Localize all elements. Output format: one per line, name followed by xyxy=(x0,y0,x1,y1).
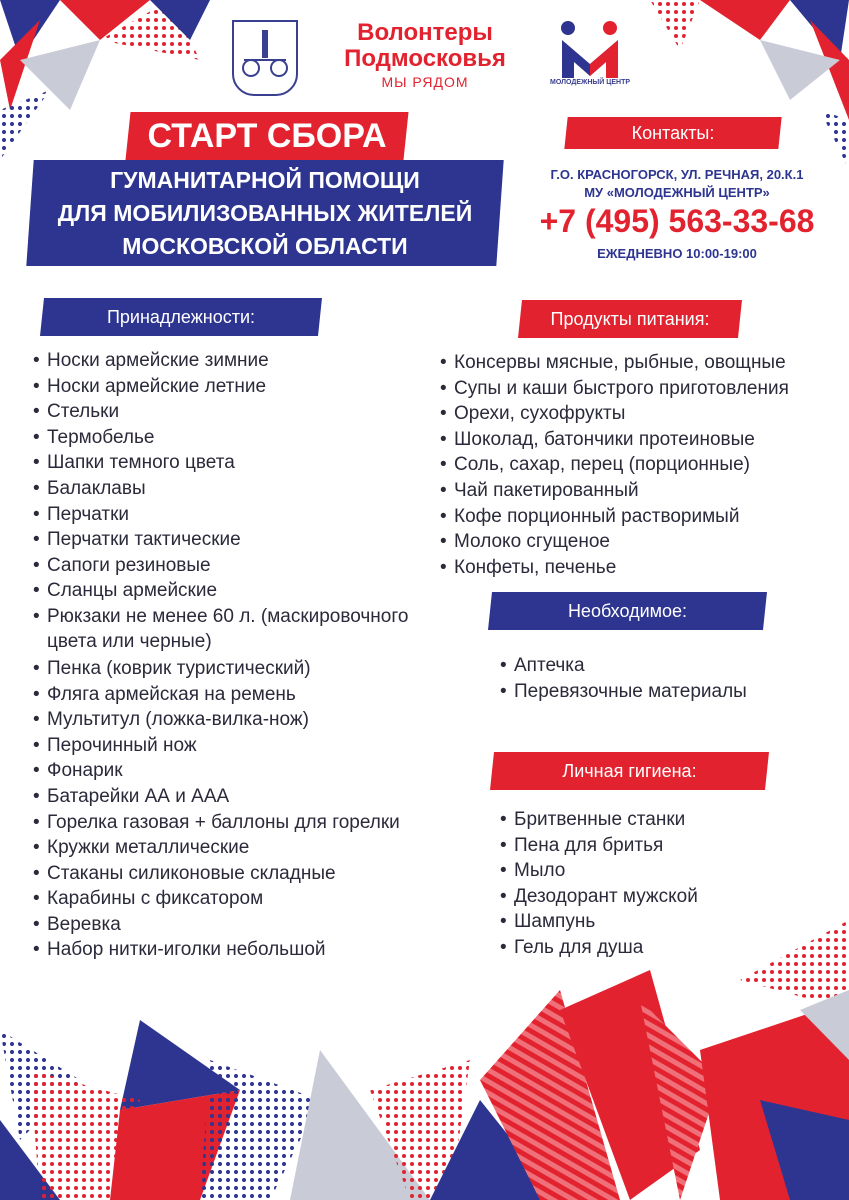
list-item: • Термобелье xyxy=(33,425,453,451)
contacts-hours: ЕЖЕДНЕВНО 10:00-19:00 xyxy=(597,246,757,261)
list-item: • Карабины с фиксатором xyxy=(33,886,453,912)
list-item: • Стельки xyxy=(33,399,453,425)
list-item: • Шампунь xyxy=(500,909,820,935)
list-item: • Пена для бритья xyxy=(500,833,820,859)
contacts-address: Г.О. КРАСНОГОРСК, УЛ. РЕЧНАЯ, 20.К.1 xyxy=(550,167,804,182)
list-item: • Фляга армейская на ремень xyxy=(33,682,453,708)
coat-of-arms-logo xyxy=(232,20,298,96)
list-item: • Бритвенные станки xyxy=(500,807,820,833)
title-line1: СТАРТ СБОРА xyxy=(147,117,387,155)
list-item: • Горелка газовая + баллоны для горелки xyxy=(33,810,453,836)
list-item: • Фонарик xyxy=(33,758,453,784)
brand-line1: Волонтеры xyxy=(357,19,493,46)
brand-tagline: МЫ РЯДОМ xyxy=(381,74,469,90)
list-item: • Веревка xyxy=(33,912,453,938)
coat-of-arms-icon xyxy=(234,22,296,92)
list-item: • Перочинный нож xyxy=(33,733,453,759)
list-item: • Конфеты, печенье xyxy=(440,555,840,581)
necessary-label: Необходимое: xyxy=(567,601,688,621)
list-item: • Аптечка xyxy=(500,653,820,679)
hygiene-list xyxy=(500,807,820,961)
list-item: • Перевязочные материалы xyxy=(500,679,820,705)
list-item: • Пенка (коврик туристический) xyxy=(33,656,453,682)
list-item: • Консервы мясные, рыбные, овощные xyxy=(440,350,840,376)
list-item: • Перчатки xyxy=(33,502,453,528)
list-item: • Мультитул (ложка-вилка-нож) xyxy=(33,707,453,733)
title-line2: ГУМАНИТАРНОЙ ПОМОЩИ xyxy=(110,167,420,193)
list-item: • Супы и каши быстрого приготовления xyxy=(440,376,840,402)
contacts-org: МУ «МОЛОДЕЖНЫЙ ЦЕНТР» xyxy=(584,185,770,200)
list-item: • Молоко сгущеное xyxy=(440,529,840,555)
title-block xyxy=(30,164,500,263)
list-item: • Сапоги резиновые xyxy=(33,553,453,579)
list-item: • Батарейки АА и ААА xyxy=(33,784,453,810)
list-item: • Набор нитки-иголки небольшой xyxy=(33,937,453,963)
volunteers-brand xyxy=(310,20,540,90)
brand-line2: Подмосковья xyxy=(344,45,506,72)
food-list xyxy=(440,350,840,580)
list-item: • Орехи, сухофрукты xyxy=(440,401,840,427)
list-item: • Стаканы силиконовые складные xyxy=(33,861,453,887)
list-item: • Носки армейские зимние xyxy=(33,348,453,374)
list-item: • Шапки темного цвета xyxy=(33,450,453,476)
list-item: • Перчатки тактические xyxy=(33,527,453,553)
necessary-list xyxy=(500,653,820,704)
youth-center-caption: МОЛОДЕЖНЫЙ ЦЕНТР xyxy=(550,79,631,86)
list-item: • Кружки металлические xyxy=(33,835,453,861)
title-line4: МОСКОВСКОЙ ОБЛАСТИ xyxy=(122,233,408,259)
list-item: • Сланцы армейские xyxy=(33,578,453,604)
title-line3: ДЛЯ МОБИЛИЗОВАННЫХ ЖИТЕЛЕЙ xyxy=(57,200,473,226)
list-item: • Носки армейские летние xyxy=(33,374,453,400)
list-item: • Шоколад, батончики протеиновые xyxy=(440,427,840,453)
list-item: • Рюкзаки не менее 60 л. (маскировочного цвета или черные) xyxy=(33,604,417,654)
hygiene-label: Личная гигиена: xyxy=(562,761,697,781)
list-item: • Балаклавы xyxy=(33,476,453,502)
list-item: • Чай пакетированный xyxy=(440,478,840,504)
list-item: • Мыло xyxy=(500,858,820,884)
list-item: • Соль, сахар, перец (порционные) xyxy=(440,452,840,478)
contacts-phone[interactable]: +7 (495) 563-33-68 xyxy=(539,203,815,239)
contacts-label: Контакты: xyxy=(631,123,715,143)
contacts-address-block xyxy=(522,166,832,202)
food-label: Продукты питания: xyxy=(550,309,710,329)
list-item: • Дезодорант мужской xyxy=(500,884,820,910)
list-item: • Кофе порционный растворимый xyxy=(440,504,840,530)
list-item: • Гель для душа xyxy=(500,935,820,961)
belongings-list xyxy=(33,348,453,963)
belongings-label: Принадлежности: xyxy=(106,307,256,327)
